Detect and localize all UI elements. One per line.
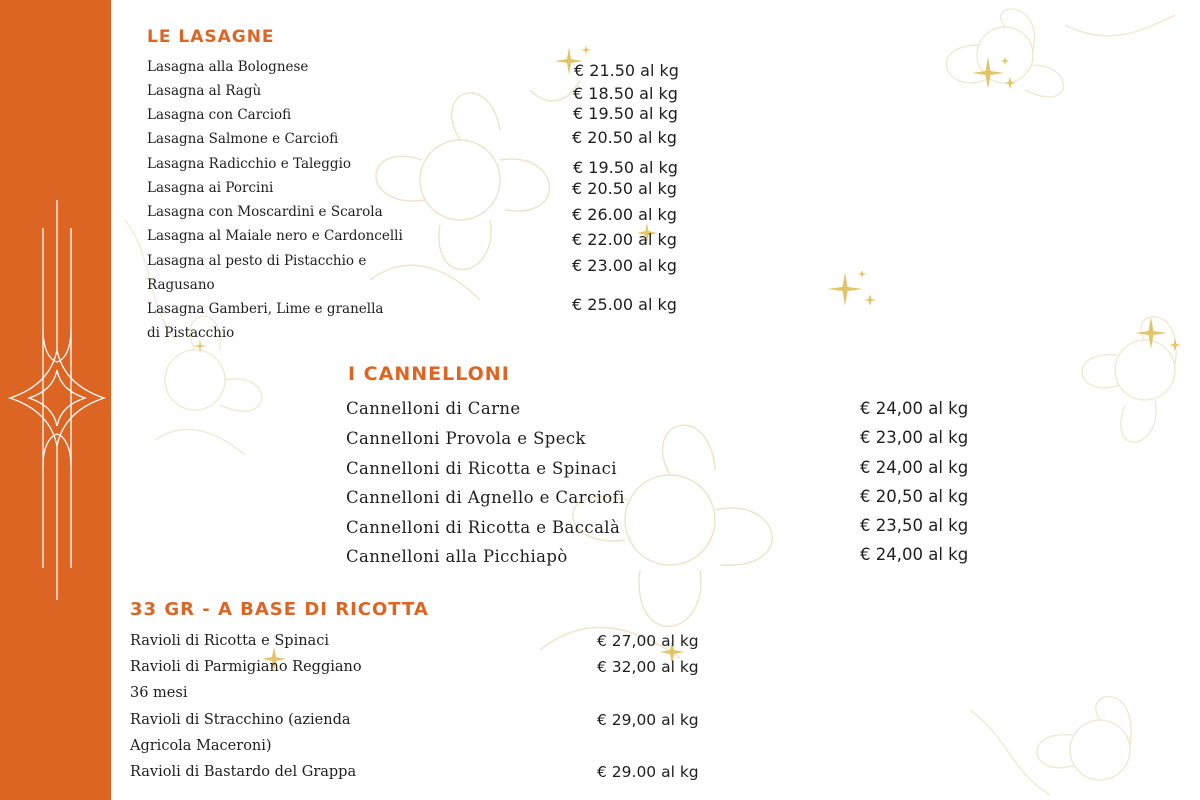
menu-item-name: Lasagna al Maiale nero e Cardoncelli	[147, 228, 403, 244]
menu-item-price: € 24,00 al kg	[860, 458, 969, 477]
menu-item-price: € 19.50 al kg	[573, 158, 678, 177]
menu-item-name: Cannelloni di Carne	[346, 399, 521, 418]
menu-item-price: € 25.00 al kg	[572, 295, 677, 314]
menu-item-name: Lasagna Gamberi, Lime e granella	[147, 301, 384, 317]
menu-item-name: Lasagna al Ragù	[147, 83, 262, 99]
menu-item-price: € 19.50 al kg	[573, 104, 678, 123]
section-heading-lasagne: LE LASAGNE	[147, 27, 275, 47]
left-decorative-band	[0, 0, 111, 800]
menu-item-name: Lasagna Radicchio e Taleggio	[147, 156, 352, 172]
menu-item-name: Lasagna con Moscardini e Scarola	[147, 204, 383, 220]
menu-item-price: € 27,00 al kg	[597, 632, 699, 650]
section-heading-ravioli: 33 GR - A BASE DI RICOTTA	[130, 599, 429, 620]
menu-item-name: Ravioli di Ricotta e Spinaci	[130, 633, 329, 649]
menu-item-name: Cannelloni alla Picchiapò	[346, 547, 568, 566]
sparkle-icon	[972, 55, 1022, 95]
menu-item-name: Cannelloni di Agnello e Carciofi	[346, 488, 625, 507]
section-heading-cannelloni: I CANNELLONI	[348, 363, 510, 385]
menu-item-price: € 23,50 al kg	[860, 516, 969, 535]
menu-item-price: € 26.00 al kg	[572, 205, 677, 224]
menu-item-name-continued: di Pistacchio	[147, 325, 235, 341]
menu-item-name: Ravioli di Parmigiano Reggiano	[130, 659, 362, 675]
menu-item-price: € 20.50 al kg	[572, 128, 677, 147]
menu-item-name-continued: Agricola Maceroni)	[130, 738, 272, 754]
menu-item-price: € 24,00 al kg	[860, 545, 969, 564]
menu-item-name-continued: 36 mesi	[130, 685, 188, 701]
floral-illustration	[950, 680, 1190, 800]
menu-item-name: Cannelloni Provola e Speck	[346, 429, 586, 448]
menu-item-name: Ravioli di Bastardo del Grappa	[130, 764, 357, 780]
menu-item-price: € 22.00 al kg	[572, 230, 677, 249]
menu-item-price: € 29,00 al kg	[597, 711, 699, 729]
menu-item-price: € 20.50 al kg	[572, 179, 677, 198]
menu-item-price: € 23,00 al kg	[860, 428, 969, 447]
sparkle-icon	[1135, 315, 1185, 357]
menu-item-price: € 32,00 al kg	[597, 658, 699, 676]
menu-item-name: Lasagna con Carciofi	[147, 107, 292, 123]
menu-item-name: Ravioli di Stracchino (azienda	[130, 712, 351, 728]
menu-item-name: Lasagna al pesto di Pistacchio e	[147, 253, 367, 269]
menu-item-price: € 20,50 al kg	[860, 487, 969, 506]
floral-illustration	[925, 5, 1185, 135]
four-point-star-ornament-icon	[0, 0, 111, 800]
menu-item-price: € 18.50 al kg	[573, 84, 678, 103]
menu-item-name: Lasagna alla Bolognese	[147, 59, 309, 75]
menu-item-name: Lasagna ai Porcini	[147, 180, 274, 196]
sparkle-icon	[827, 268, 879, 310]
menu-item-name: Cannelloni di Ricotta e Baccalà	[346, 518, 621, 537]
menu-item-price: € 23.00 al kg	[572, 256, 677, 275]
menu-item-price: € 21.50 al kg	[574, 61, 679, 80]
menu-item-name: Lasagna Salmone e Carciofi	[147, 131, 339, 147]
menu-item-price: € 29.00 al kg	[597, 763, 699, 781]
menu-item-price: € 24,00 al kg	[860, 399, 969, 418]
menu-item-name-continued: Ragusano	[147, 277, 215, 293]
menu-item-name: Cannelloni di Ricotta e Spinaci	[346, 459, 617, 478]
floral-illustration	[330, 50, 590, 310]
